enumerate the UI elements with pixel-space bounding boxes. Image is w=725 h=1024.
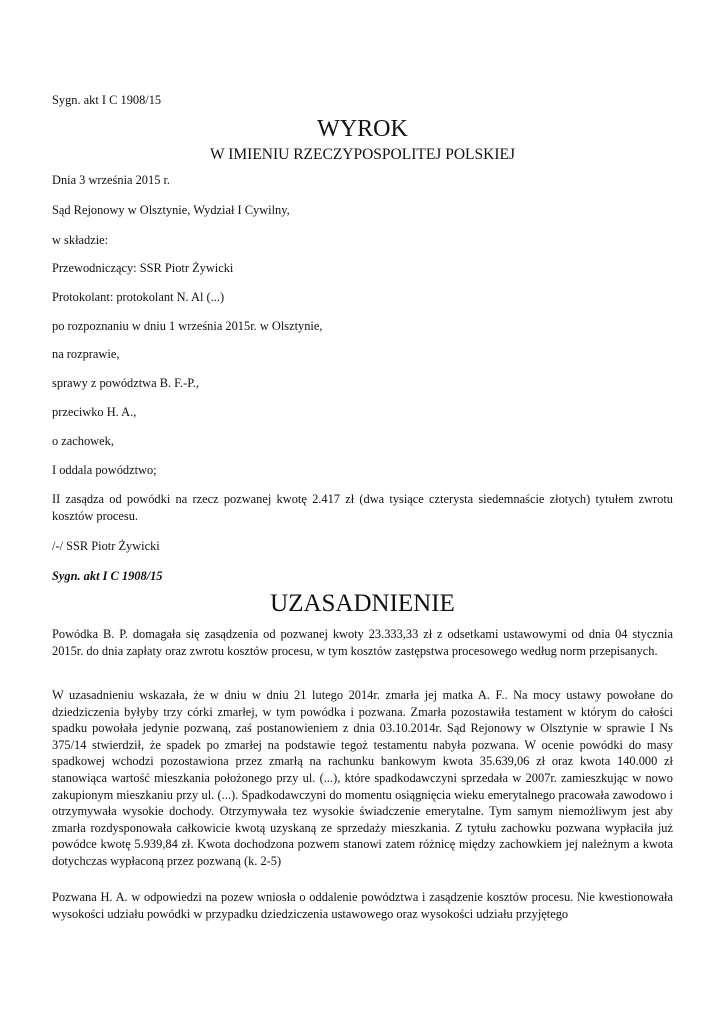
justification-case-reference: Sygn. akt I C 1908/15 [52, 569, 163, 583]
plaintiff: sprawy z powództwa B. F.-P., [52, 376, 199, 390]
defendant: przeciwko H. A., [52, 405, 137, 419]
composition-label: w składzie: [52, 233, 109, 247]
court-clerk: Protokolant: protokolant N. Al (...) [52, 290, 225, 304]
case-reference: Sygn. akt I C 1908/15 [52, 93, 162, 107]
case-subject: o zachowek, [52, 434, 114, 448]
justification-paragraph-3: Pozwana H. A. w odpowiedzi na pozew wniosła o oddalenie powództwa i zasądzenie kosztów procesu. Nie kwestionowała wysokości udziału powódki w przypadku dziedziczenia ustawowego oraz wysokości udziału przyjętego [52, 890, 673, 921]
verdict-subtitle: W IMIENIU RZECZYPOSPOLITEJ POLSKIEJ [210, 146, 515, 163]
hearing-type: na rozprawie, [52, 347, 120, 361]
justification-paragraph-1: Powódka B. P. domagała się zasądzenia od pozwanej kwoty 23.333,33 zł z odsetkami ustawowymi od dnia 04 stycznia 2015r. do dnia zapłaty oraz zwrotu kosztów procesu, w tym kosztów zastępstwa procesowego według norm przepisanych. [52, 627, 673, 658]
justification-paragraph-2: W uzasadnieniu wskazała, że w dniu w dniu 21 lutego 2014r. zmarła jej matka A. F.. Na mocy ustawy powołane do dziedziczenia byłyby trzy córki zmarłej, w tym powódka i pozwana. Zmarła pozostawiła testament w którym do całości spadku powołała jedynie pozwaną, zaś postanowieniem z dnia 03.10.2014r. Sąd Rejonowy w Olsztynie w sprawie I Ns 375/14 stwierdził, że spadek po zmarłej na podstawie tegoż testamentu nabyła pozwana. W ocenie powódki do masy spadkowej wchodzi pozostawiona przez zmarłą na rachunku bankowym kwota 35.639,06 zł oraz kwota 140.000 zł stanowiąca wartość mieszkania położonego przy ul. (...), które spadkodawczyni sprzedała w 2007r. zamieszkując w nowo zakupionym mieszkaniu przy ul. (...). Spadkodawczyni do momentu osiągnięcia wieku emerytalnego pracowała zawodowo i otrzymywała wysokie dochody. Otrzymywała tez wysokie świadczenie emerytalne. Tym samym niemożliwym jest aby zmarła rozdysponowała całkowicie kwotą uzyskaną ze sprzedaży mieszkania. Z tytułu zachowku pozwana wypłaciła już powódce kwotę 5.939,84 zł. Kwota dochodzona pozwem stanowi zatem różnicę między zachowkiem jej należnym a kwota dotychczas wypłaconą przez pozwaną (k. 2-5) [52, 688, 673, 868]
ruling-point-2: II zasądza od powódki na rzecz pozwanej kwotę 2.417 zł (dwa tysiące czterysta siedemnaście złotych) tytułem zwrotu kosztów procesu. [52, 492, 673, 523]
verdict-title: WYROK [317, 116, 408, 142]
verdict-date: Dnia 3 września 2015 r. [52, 173, 171, 187]
hearing-date: po rozpoznaniu w dniu 1 września 2015r. w Olsztynie, [52, 319, 323, 333]
ruling-point-1: I oddala powództwo; [52, 463, 157, 477]
presiding-judge: Przewodniczący: SSR Piotr Żywicki [52, 261, 234, 275]
court-name: Sąd Rejonowy w Olsztynie, Wydział I Cywilny, [52, 203, 290, 217]
judge-signature: /-/ SSR Piotr Żywicki [52, 539, 160, 553]
document-page [52, 0, 673, 1024]
justification-title: UZASADNIENIE [270, 590, 455, 617]
